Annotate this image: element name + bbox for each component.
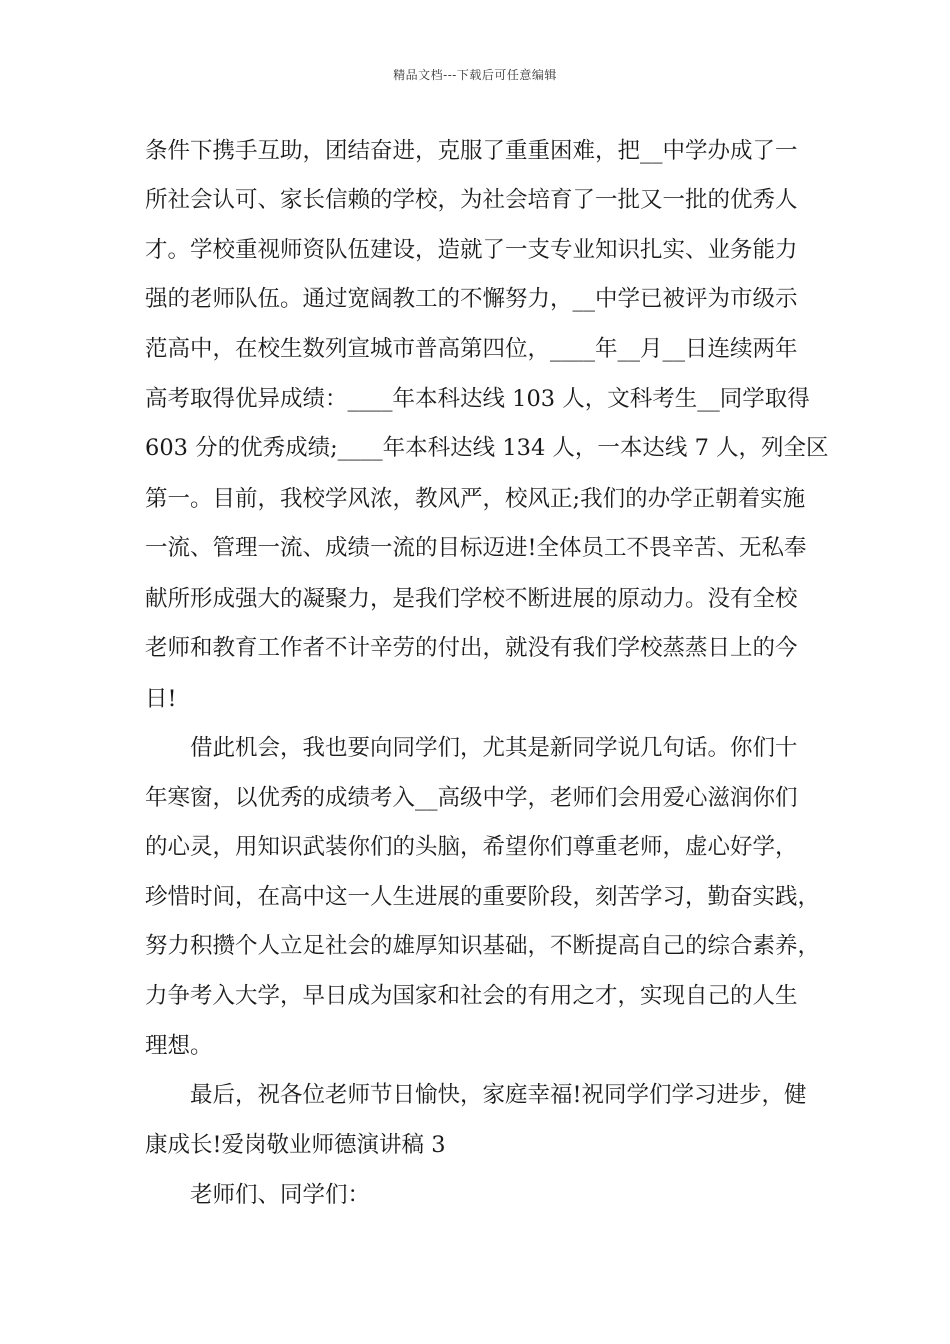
paragraph-start-line: 老师们、同学们： — [190, 1182, 371, 1208]
text-line: 献所形成强大的凝聚力，是我们学校不断进展的原动力。没有全校 — [145, 586, 798, 612]
text-line: 范高中，在校生数列宣城市普高第四位，____年__月__日连续两年 — [145, 336, 798, 362]
text-line: 才。学校重视师资队伍建设，造就了一支专业知识扎实、业务能力 — [145, 237, 798, 263]
text-line: 所社会认可、家长信赖的学校，为社会培育了一批又一批的优秀人 — [145, 187, 798, 213]
text-line: 日! — [145, 686, 177, 712]
text-line: 603 分的优秀成绩;____年本科达线 134 人，一本达线 7 人，列全区 — [145, 435, 829, 461]
text-line: 高考取得优异成绩：____年本科达线 103 人，文科考生__同学取得 — [145, 386, 810, 412]
text-line: 强的老师队伍。通过宽阔教工的不懈努力，__中学已被评为市级示 — [145, 286, 798, 312]
paragraph-start-line: 最后，祝各位老师节日愉快，家庭幸福!祝同学们学习进步，健 — [190, 1082, 807, 1108]
text-line: 理想。 — [145, 1033, 213, 1059]
text-line: 一流、管理一流、成绩一流的目标迈进!全体员工不畏辛苦、无私奉 — [145, 535, 807, 561]
text-line: 的心灵，用知识武装你们的头脑，希望你们尊重老师，虚心好学， — [145, 834, 798, 860]
text-line: 珍惜时间，在高中这一人生进展的重要阶段，刻苦学习，勤奋实践， — [145, 884, 821, 910]
text-line: 努力积攒个人立足社会的雄厚知识基础，不断提高自己的综合素养， — [145, 933, 821, 959]
page-header: 精品文档---下载后可任意编辑 — [393, 68, 557, 82]
text-line: 第一。目前，我校学风浓，教风严，校风正;我们的办学正朝着实施 — [145, 486, 806, 512]
text-line: 年寒窗，以优秀的成绩考入__高级中学，老师们会用爱心滋润你们 — [145, 785, 798, 811]
text-line: 康成长!爱岗敬业师德演讲稿 3 — [145, 1132, 446, 1158]
text-line: 条件下携手互助，团结奋进，克服了重重困难，把__中学办成了一 — [145, 138, 798, 164]
paragraph-start-line: 借此机会，我也要向同学们，尤其是新同学说几句话。你们十 — [190, 735, 798, 761]
text-line: 力争考入大学，早日成为国家和社会的有用之才，实现自己的人生 — [145, 983, 798, 1009]
text-line: 老师和教育工作者不计辛劳的付出，就没有我们学校蒸蒸日上的今 — [145, 635, 798, 661]
